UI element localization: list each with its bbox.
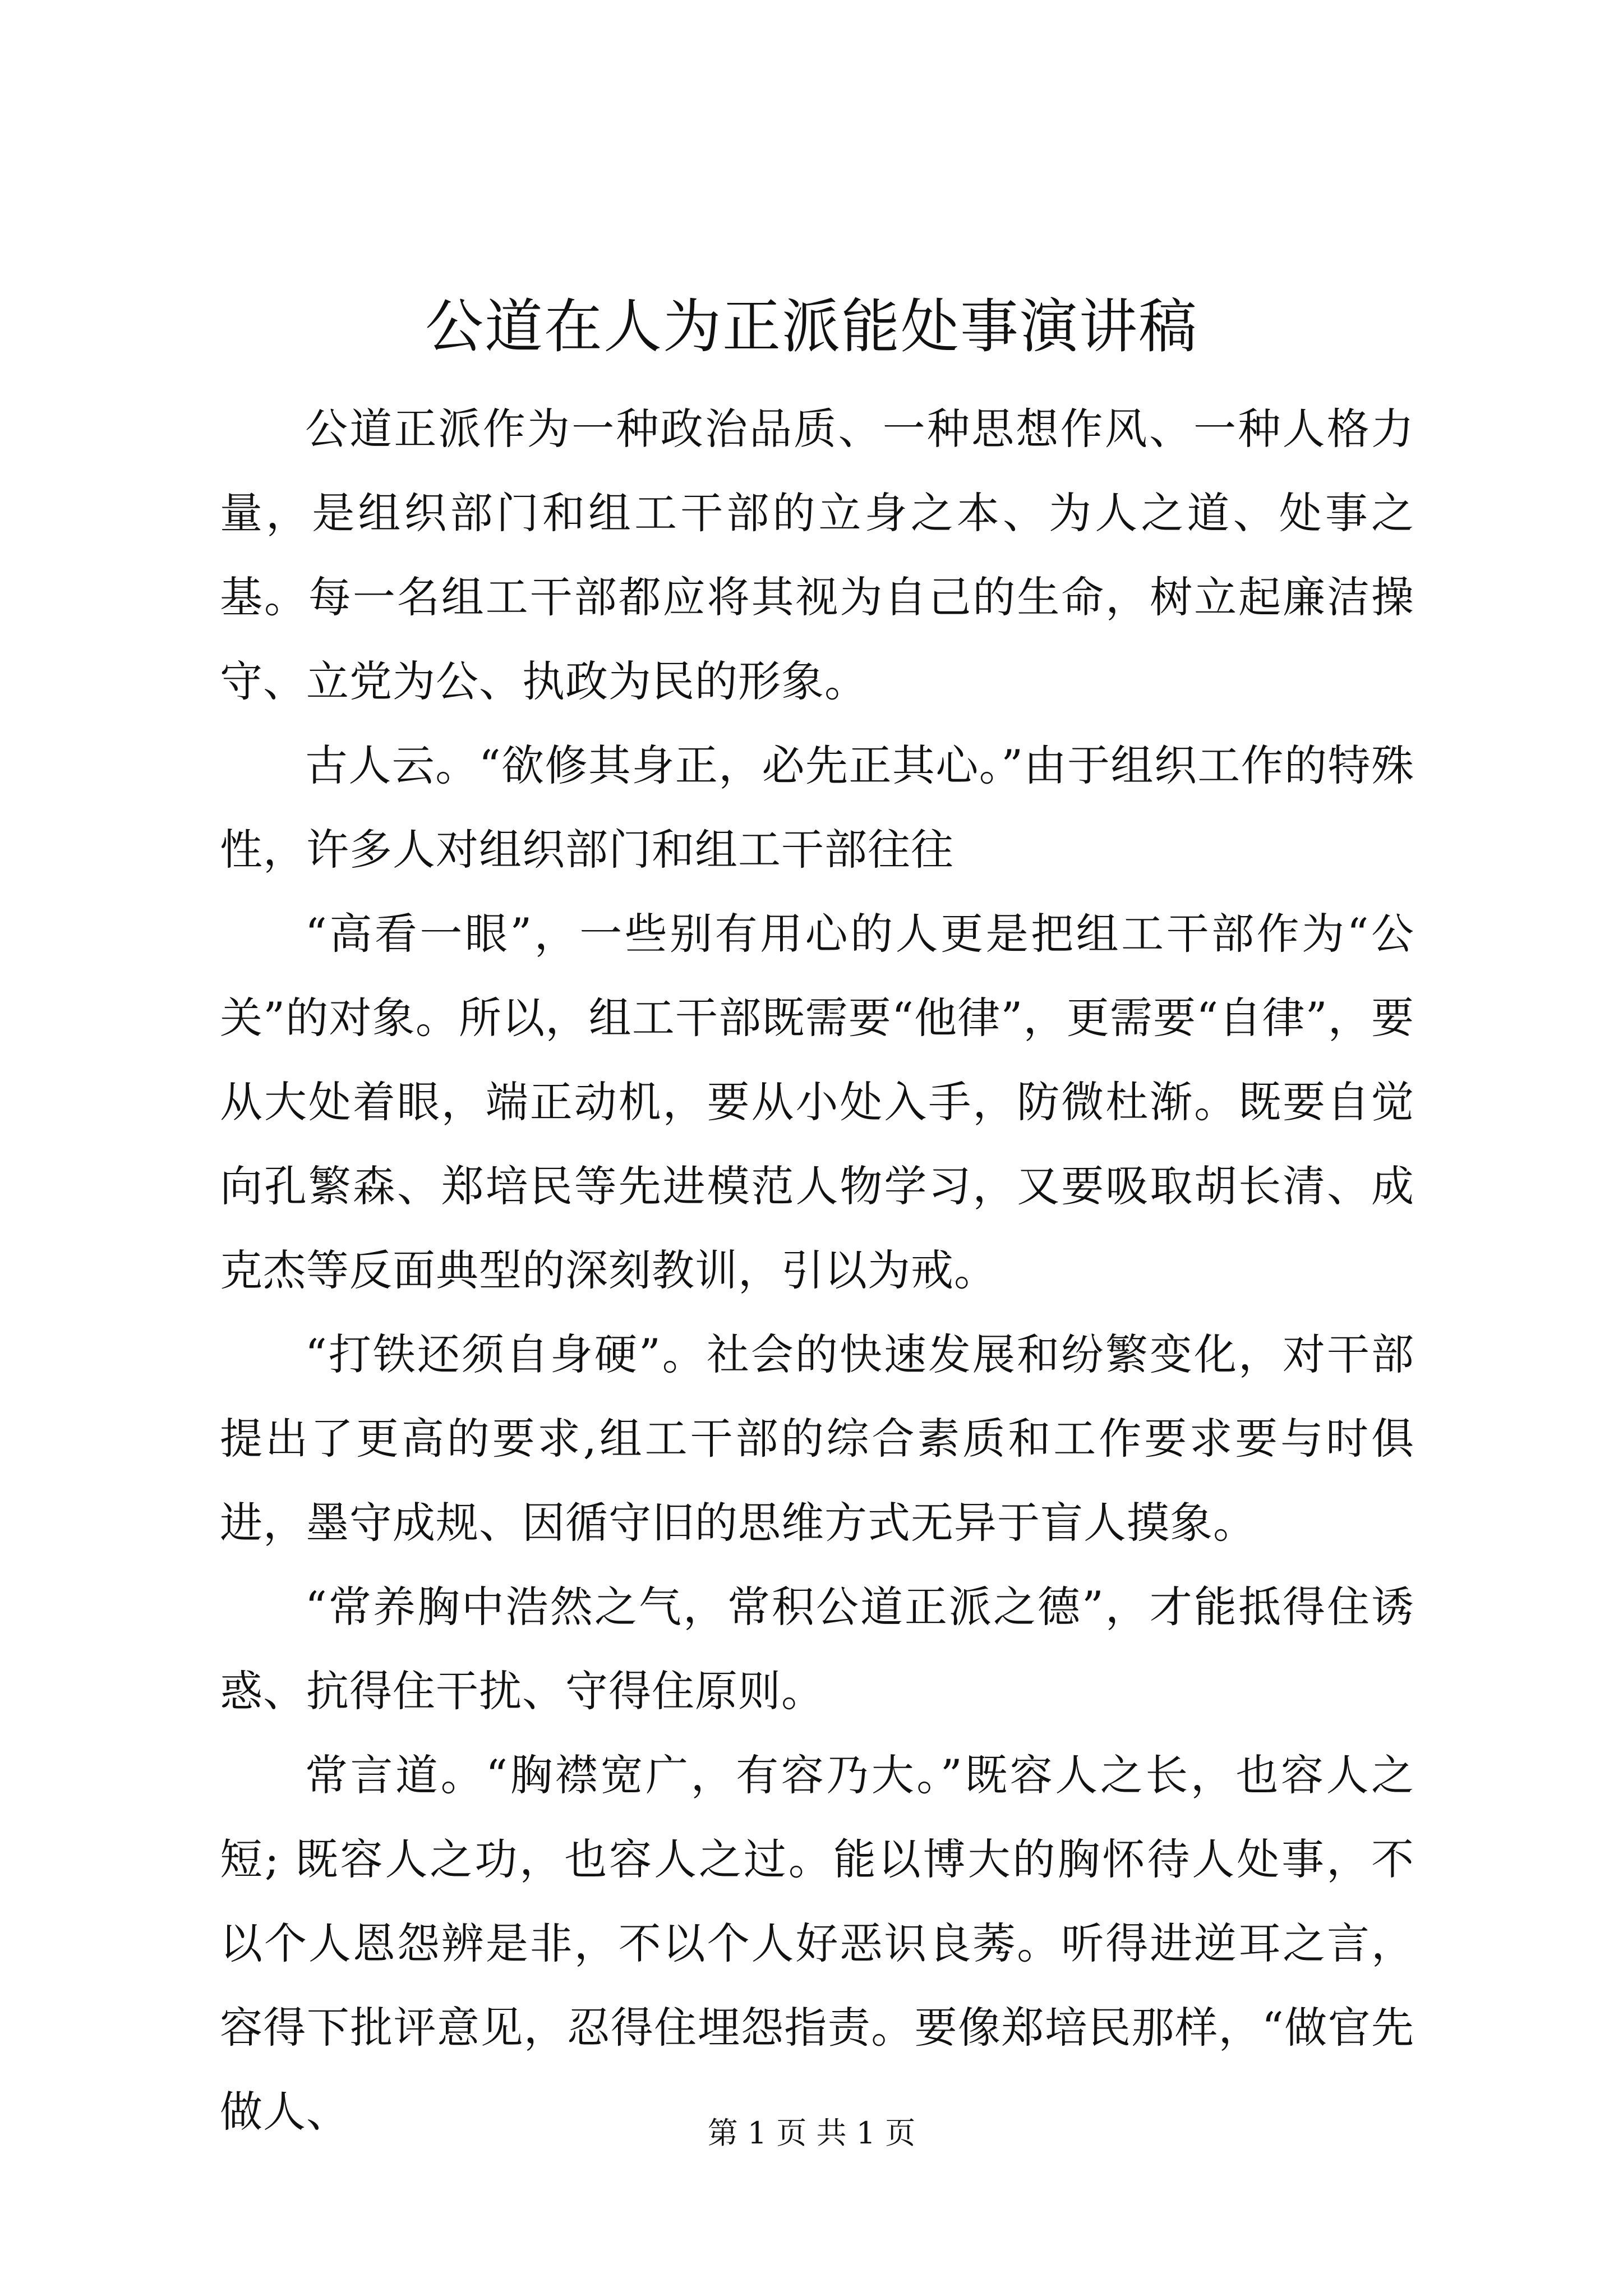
paragraph-3: “高看一眼”，一些别有用心的人更是把组工干部作为“公关”的对象。所以，组工干部既需要“他律”，更需要“自律”，要从大处着眼，端正动机，要从小处入手，防微杜渐。既要自觉向孔繁森、郑培民等先进模范人物学习，又要吸取胡长清、成克杰等反面典型的深刻教训，引以为戒。 bbox=[220, 909, 1414, 1295]
paragraph-6: 常言道。“胸襟宽广，有容乃大。”既容人之长，也容人之短; 既容人之功，也容人之过。能以博大的胸怀待人处事，不以个人恩怨辨是非，不以个人好恶识良莠。听得进逆耳之言，容得下批评意见，忍得住埋怨指责。要像郑培民那样，“做官先做人、 bbox=[220, 1750, 1414, 2137]
document-title: 公道在人为正派能处事演讲稿 bbox=[425, 292, 1198, 361]
document-body bbox=[220, 387, 1414, 2154]
paragraph-4: “打铁还须自身硬”。社会的快速发展和纷繁变化，对干部提出了更高的要求,组工干部的综合素质和工作要求要与时俱进，墨守成规、因循守旧的思维方式无异于盲人摸象。 bbox=[220, 1329, 1414, 1548]
paragraph-5: “常养胸中浩然之气，常积公道正派之德”，才能抵得住诱惑、抗得住干扰、守得住原则。 bbox=[220, 1582, 1414, 1716]
page-footer: 第 1 页 共 1 页 bbox=[707, 2115, 916, 2151]
paragraph-2: 古人云。“欲修其身正，必先正其心。”由于组织工作的特殊性，许多人对组织部门和组工干部往往 bbox=[220, 740, 1414, 875]
paragraph-1: 公道正派作为一种政治品质、一种思想作风、一种人格力量，是组织部门和组工干部的立身之本、为人之道、处事之基。每一名组工干部都应将其视为自己的生命，树立起廉洁操守、立党为公、执政为民的形象。 bbox=[220, 404, 1414, 706]
